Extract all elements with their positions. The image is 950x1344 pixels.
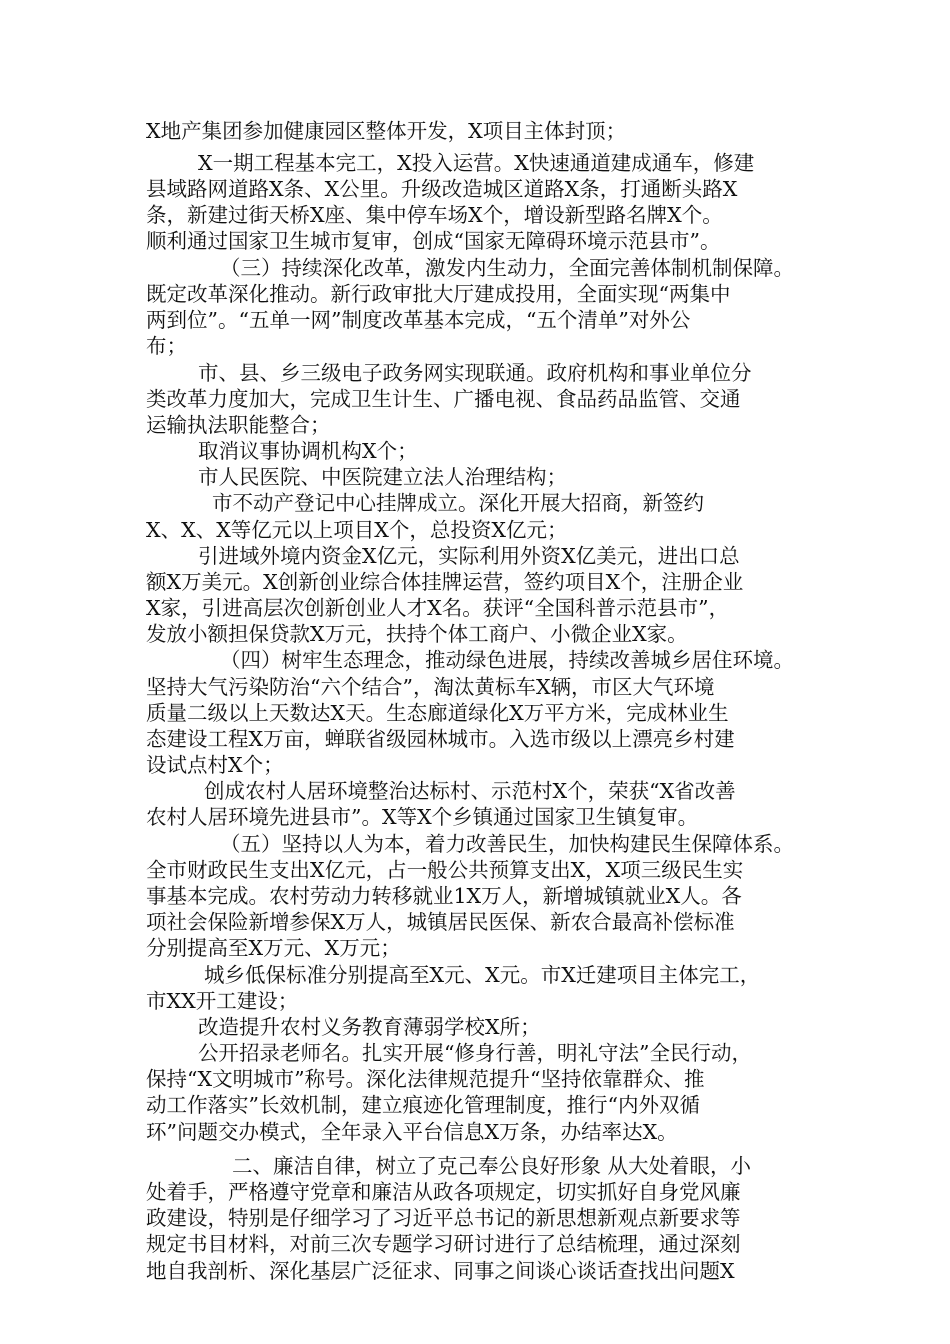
section-heading: 二、廉洁自律，树立了克己奉公良好形象 从大处着眼，小 bbox=[232, 1154, 752, 1178]
text-line: 事基本完成。农村劳动力转移就业1X万人，新增城镇就业X人。各 bbox=[146, 884, 742, 908]
text-line: 处着手，严格遵守党章和廉洁从政各项规定，切实抓好自身党风廉 bbox=[146, 1180, 741, 1204]
text-line: 运输执法职能整合； bbox=[146, 413, 331, 437]
text-line: 改造提升农村义务教育薄弱学校X所； bbox=[198, 1015, 541, 1039]
text-line: 公开招录老师名。扎实开展“修身行善，明礼守法”全民行动， bbox=[198, 1041, 752, 1065]
text-line: 保持“X文明城市”称号。深化法律规范提升“坚持依靠群众、推 bbox=[146, 1067, 705, 1091]
text-line: 类改革力度加大，完成卫生计生、广播电视、食品药品监管、交通 bbox=[146, 387, 741, 411]
text-line: 既定改革深化推动。新行政审批大厅建成投用，全面实现“两集中 bbox=[146, 282, 731, 306]
text-line: 设试点村X个； bbox=[146, 753, 284, 777]
text-line: 政建设，特别是仔细学习了习近平总书记的新思想新观点新要求等 bbox=[146, 1206, 741, 1230]
text-line: 取消议事协调机构X个； bbox=[198, 439, 418, 463]
text-line: X地产集团参加健康园区整体开发，X项目主体封顶； bbox=[146, 119, 627, 143]
text-line: 地自我剖析、深化基层广泛征求、同事之间谈心谈话查找出问题X bbox=[146, 1259, 735, 1283]
text-line: 态建设工程X万亩，蝉联省级园林城市。入选市级以上漂亮乡村建 bbox=[146, 727, 735, 751]
text-line: 两到位”。“五单一网”制度改革基本完成，“五个清单”对外公 bbox=[146, 308, 691, 332]
text-line: X、X、X等亿元以上项目X个，总投资X亿元； bbox=[146, 518, 568, 542]
text-line: 规定书目材料，对前三次专题学习研讨进行了总结梳理，通过深刻 bbox=[146, 1232, 741, 1256]
text-line: 顺利通过国家卫生城市复审，创成“国家无障碍环境示范县市”。 bbox=[146, 229, 721, 253]
section-heading: （三）持续深化改革，激发内生动力，全面完善体制机制保障。 bbox=[220, 256, 794, 280]
text-line: 坚持大气污染防治“六个结合”，淘汰黄标车X辆，市区大气环境 bbox=[146, 675, 715, 699]
text-line: 引进域外境内资金X亿元，实际利用外资X亿美元，进出口总 bbox=[198, 544, 740, 568]
text-line: 分别提高至X万元、X万元； bbox=[146, 936, 401, 960]
text-line: 动工作落实”长效机制，建立痕迹化管理制度，推行“内外双循 bbox=[146, 1093, 700, 1117]
text-line: 市不动产登记中心挂牌成立。深化开展大招商，新签约 bbox=[212, 491, 704, 515]
text-line: X家，引进高层次创新创业人才X名。获评“全国科普示范县市”， bbox=[146, 596, 730, 620]
text-line: 质量二级以上天数达X天。生态廊道绿化X万平方米，完成林业生 bbox=[146, 701, 729, 725]
text-line: 布； bbox=[146, 334, 187, 358]
text-line: 市XX开工建设； bbox=[146, 989, 299, 1013]
text-line: 条，新建过街天桥X座、集中停车场X个，增设新型路名牌X个。 bbox=[146, 203, 723, 227]
text-line: 项社会保险新增参保X万人，城镇居民医保、新农合最高补偿标准 bbox=[146, 910, 735, 934]
text-line: 发放小额担保贷款X万元，扶持个体工商户、小微企业X家。 bbox=[146, 622, 688, 646]
text-line: 城乡低保标准分别提高至X元、X元。市X迁建项目主体完工， bbox=[204, 963, 761, 987]
text-line: X一期工程基本完工，X投入运营。X快速通道建成通车，修建 bbox=[198, 151, 755, 175]
text-line: 市、县、乡三级电子政务网实现联通。政府机构和事业单位分 bbox=[198, 361, 752, 385]
text-line: 全市财政民生支出X亿元，占一般公共预算支出X，X项三级民生实 bbox=[146, 858, 744, 882]
text-line: 额X万美元。X创新创业综合体挂牌运营，签约项目X个，注册企业 bbox=[146, 570, 744, 594]
text-line: 创成农村人居环境整治达标村、示范村X个，荣获“X省改善 bbox=[204, 779, 736, 803]
text-line: 县域路网道路X条、X公里。升级改造城区道路X条，打通断头路X bbox=[146, 177, 738, 201]
text-line: 市人民医院、中医院建立法人治理结构； bbox=[198, 465, 567, 489]
text-line: 农村人居环境先进县市”。X等X个乡镇通过国家卫生镇复审。 bbox=[146, 805, 699, 829]
section-heading: （四）树牢生态理念，推动绿色进展，持续改善城乡居住环境。 bbox=[220, 648, 794, 672]
section-heading: （五）坚持以人为本，着力改善民生，加快构建民生保障体系。 bbox=[220, 832, 794, 856]
text-line: 环”问题交办模式，全年录入平台信息X万条，办结率达X。 bbox=[146, 1120, 678, 1144]
